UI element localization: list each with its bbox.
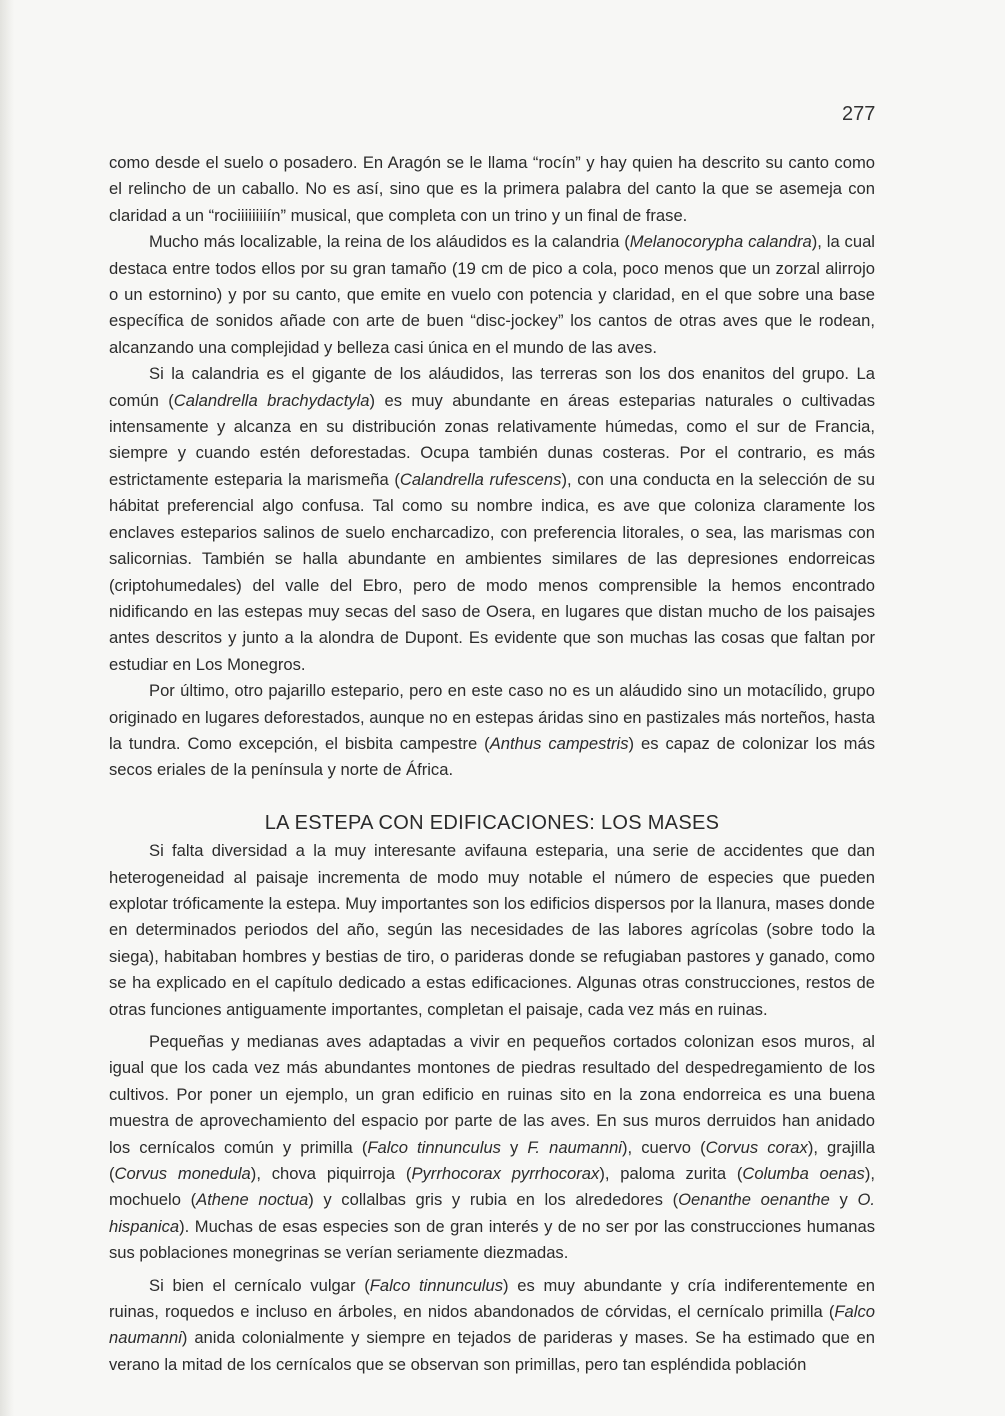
paragraph-7: Si bien el cernícalo vulgar (Falco tinnunculus) es muy abundante y cría indiferentemente en ruinas, roquedos e incluso en árboles, en nidos abandonados de córvidas, el cernícalo primilla (Falco naumanni) anida colonialmente y siempre en tejados de parideras y mases. Se ha estimado que en verano la mitad de los cernícalos que se observan son primillas, pero tan espléndida población [109,1275,875,1374]
text-column [109,150,875,1378]
species-name: Calandrella brachydactyla [173,390,370,410]
paragraph-1: como desde el suelo o posadero. En Aragón se le llama “rocín” y hay quien ha descrito su canto como el relincho de un caballo. No es así, sino que es la primera palabra del canto la que se asemeja con claridad a un “rociiiiiiiiín” musical, que completa con un trino y un final de frase. [109,153,875,225]
species-name: Falco tinnunculus [367,1137,501,1157]
species-name: Falco tinnunculus [369,1275,504,1295]
paragraph-2: Mucho más localizable, la reina de los aláudidos es la calandria (Melanocorypha calandra), la cual destaca entre todos ellos por su gran tamaño (19 cm de pico a cola, poco menos que un zorzal alirrojo o un estornino) y por su canto, que emite en vuelo con potencia y claridad, en el que sobre una base específica de sonidos añade con arte de buen “disc-jockey” los cantos de otras aves que le rodean, alcanzando una complejidad y belleza casi única en el mundo de las aves. [109,232,875,357]
species-name: F. naumanni [527,1137,622,1157]
species-name: Athene noctua [196,1190,309,1210]
species-name: Falco naumanni [109,1302,875,1348]
page-number: 277 [842,103,876,125]
species-name: Melanocorypha calandra [629,232,812,252]
species-name: O. hispanica [109,1190,875,1236]
paragraph-4: Por último, otro pajarillo estepario, pero en este caso no es un aláudido sino un motacílido, grupo originado en lugares deforestados, aunque no en estepas áridas sino en pastizales más norteños, hasta la tundra. Como excepción, el bisbita campestre (Anthus campestris) es capaz de colonizar los más secos eriales de la península y norte de África. [109,681,876,780]
species-name: Pyrrhocorax pyrrhocorax [411,1164,600,1184]
species-name: Anthus campestris [489,733,629,753]
species-name: Corvus monedula [114,1164,251,1184]
species-name: Columba oenas [742,1164,865,1184]
species-name: Corvus corax [705,1137,808,1157]
species-name: Oenanthe oenanthe [678,1190,830,1210]
section-heading: LA ESTEPA CON EDIFICACIONES: LOS MASES [264,811,720,834]
paragraph-6: Pequeñas y medianas aves adaptadas a vivir en pequeños cortados colonizan esos muros, al igual que los cada vez más abundantes montones de piedras resultado del despedregamiento de los cultivos. Por poner un ejemplo, un gran edificio en ruinas sito en la zona endorreica es una buena muestra de aprovechamiento del espacio por parte de las aves. En sus muros derruidos han anidado los cernícalos común y primilla (Falco tinnunculus y F. naumanni), cuervo (Corvus corax), grajilla (Corvus monedula), chova piquirroja (Pyrrhocorax pyrrhocorax), paloma zurita (Columba oenas), mochuelo (Athene noctua) y collalbas gris y rubia en los alrededores (Oenanthe oenanthe y O. hispanica). Muchas de esas especies son de gran interés y de no ser por las construcciones humanas sus poblaciones monegrinas se verían seriamente diezmadas. [109,1032,875,1263]
species-name: Calandrella rufescens [399,469,562,489]
paragraph-3: Si la calandria es el gigante de los aláudidos, las terreras son los dos enanitos del grupo. La común (Calandrella brachydactyla) es muy abundante en áreas esteparias naturales o cultivadas intensamente y alcanza en su distribución zonas relativamente húmedas, como el sur de Francia, siempre y cuando estén deforestadas. Ocupa también dunas costeras. Por el contrario, es más estrictamente esteparia la marismeña (Calandrella rufescens), con una conducta en la selección de su hábitat preferencial algo confusa. Tal como su nombre indica, es ave que coloniza claramente los enclaves esteparios salinos de suelo encharcadizo, con preferencia litorales, o sea, las marismas con salicornias. También se halla abundante en ambientes similares de las depresiones endorreicas (criptohumedales) del valle del Ebro, pero de modo menos comprensible la hemos encontrado nidificando en las estepas muy secas del saso de Osera, en lugares que distan mucho de los paisajes antes descritos y junto a la alondra de Dupont. Es evidente que son muchas las cosas que faltan por estudiar en Los Monegros. [109,364,875,674]
scan-edge [0,0,14,1416]
paragraph-5: Si falta diversidad a la muy interesante avifauna esteparia, una serie de accidentes que dan heterogeneidad al paisaje incrementa de modo muy notable el número de especies que pueden explotar tróficamente la estepa. Muy importantes son los edificios dispersos por la llanura, mases donde en determinados periodos del año, según las necesidades de las labores agrícolas (sobre todo la siega), habitaban hombres y bestias de tiro, o parideras donde se refugiaban pastores y ganado, como se ha explicado en el capítulo dedicado a estas edificaciones. Algunas otras construcciones, restos de otras funciones antiguamente importantes, completan el paisaje, cada vez más en ruinas. [109,841,875,1019]
